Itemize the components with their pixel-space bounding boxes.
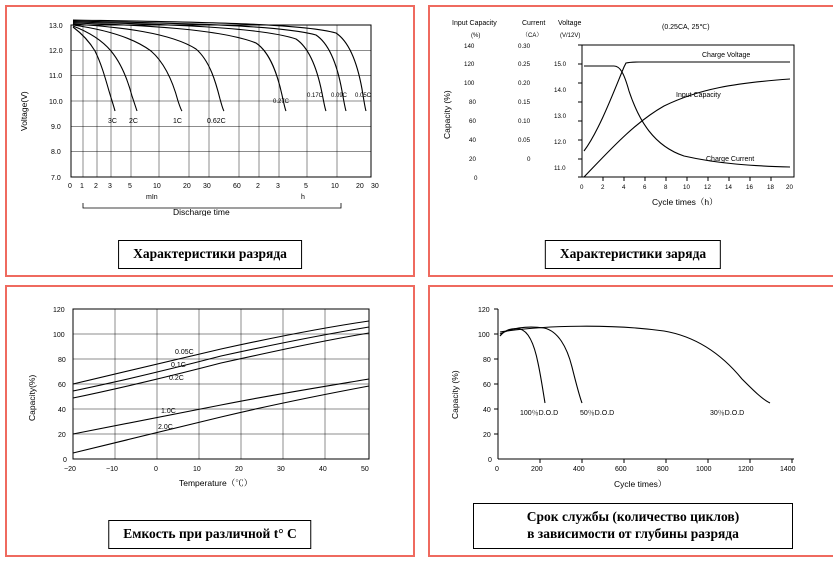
discharge-label-005c: 0.05C	[355, 93, 372, 99]
svg-text:200: 200	[531, 466, 543, 473]
discharge-xtick: 1	[80, 183, 84, 190]
discharge-xtick: 60	[233, 183, 241, 190]
discharge-xtick: 30	[203, 183, 211, 190]
svg-text:−20: −20	[64, 466, 76, 473]
discharge-label-2c: 2C	[129, 118, 138, 125]
panel-cycle-life-vs-dod	[428, 285, 833, 557]
svg-text:2: 2	[601, 184, 605, 191]
svg-text:20: 20	[786, 184, 793, 191]
discharge-xtick: 30	[371, 183, 379, 190]
charge-condition-title: (0.25CA, 25℃)	[662, 24, 710, 31]
discharge-ylabel: Voltage(V)	[19, 91, 29, 131]
svg-text:15.0: 15.0	[554, 61, 567, 68]
discharge-ytick: 10.0	[49, 99, 63, 106]
svg-text:30: 30	[277, 466, 285, 473]
svg-text:100: 100	[478, 332, 490, 339]
svg-text:120: 120	[464, 61, 475, 68]
cyclelife-caption-line2: в зависимости от глубины разряда	[527, 526, 739, 542]
cyclelife-ylabel: Capacity (%)	[450, 370, 460, 419]
svg-text:60: 60	[58, 382, 66, 389]
svg-text:20: 20	[483, 432, 491, 439]
svg-text:20: 20	[235, 466, 243, 473]
temperature-label-02c: 0.2C	[169, 375, 184, 382]
cyclelife-caption-line1: Срок службы (количество циклов)	[526, 509, 740, 525]
charge-header-current: Current	[522, 20, 546, 27]
temperature-plot	[11, 291, 409, 496]
discharge-label-017c: 0.17C	[307, 93, 324, 99]
charge-curve-voltage	[584, 62, 790, 151]
discharge-xtick: 5	[128, 183, 132, 190]
discharge-label-062c: 0.62C	[207, 118, 226, 125]
charge-ylabel: Capacity (%)	[442, 90, 452, 139]
svg-text:20: 20	[469, 156, 476, 163]
discharge-caption: Характеристики разряда	[118, 240, 302, 269]
cyclelife-caption	[473, 503, 793, 549]
svg-text:40: 40	[319, 466, 327, 473]
charge-caption: Характеристики заряда	[545, 240, 721, 269]
temperature-caption: Емкость при различной t° C	[108, 520, 311, 549]
cyclelife-label-30dod: 30％D.O.D	[710, 410, 745, 417]
discharge-ytick: 8.0	[51, 149, 61, 156]
discharge-label-027c: 0.27C	[273, 99, 290, 105]
charge-unit-v12v: (V/12V)	[560, 33, 581, 39]
temperature-curve-02c	[73, 333, 369, 398]
charge-header-voltage: Voltage	[558, 20, 582, 27]
cyclelife-curve-100dod	[500, 329, 545, 403]
charge-unit-ca: （CA）	[522, 33, 543, 39]
discharge-xtick: 20	[356, 183, 364, 190]
discharge-plot	[11, 11, 409, 216]
svg-text:6: 6	[643, 184, 647, 191]
discharge-label-1c: 1C	[173, 118, 182, 125]
svg-text:600: 600	[615, 466, 627, 473]
svg-text:10: 10	[683, 184, 690, 191]
charge-label-input-capacity: Input Capacity	[676, 92, 721, 99]
svg-text:120: 120	[53, 307, 65, 314]
svg-text:0.15: 0.15	[518, 99, 531, 106]
svg-text:1000: 1000	[696, 466, 712, 473]
discharge-curve-027c	[73, 23, 286, 111]
svg-text:0.05: 0.05	[518, 137, 531, 144]
discharge-ytick: 12.0	[49, 48, 63, 55]
discharge-xtick: 10	[153, 183, 161, 190]
temperature-curve-10c	[73, 379, 369, 434]
charge-plot	[434, 11, 832, 216]
discharge-ytick: 9.0	[51, 124, 61, 131]
svg-text:11.0: 11.0	[554, 165, 566, 172]
panel-charge-characteristics	[428, 5, 833, 277]
svg-text:60: 60	[469, 118, 476, 125]
temperature-label-10c: 1.0C	[161, 408, 176, 415]
svg-text:100: 100	[53, 332, 65, 339]
svg-text:−10: −10	[106, 466, 118, 473]
temperature-label-20c: 2.0C	[158, 424, 173, 431]
svg-text:40: 40	[483, 407, 491, 414]
svg-text:8: 8	[664, 184, 668, 191]
svg-text:400: 400	[573, 466, 585, 473]
svg-text:60: 60	[483, 382, 491, 389]
discharge-curve-3c	[73, 27, 115, 111]
discharge-curve-1c	[73, 25, 182, 111]
discharge-unit-min: mIn	[146, 194, 158, 201]
discharge-unit-h: h	[301, 194, 305, 201]
svg-text:13.0: 13.0	[554, 113, 567, 120]
svg-text:4: 4	[622, 184, 626, 191]
svg-text:80: 80	[58, 357, 66, 364]
svg-text:40: 40	[469, 137, 476, 144]
svg-text:10: 10	[193, 466, 201, 473]
discharge-xtick: 10	[331, 183, 339, 190]
charge-label-current: Charge Current	[706, 156, 755, 163]
svg-text:20: 20	[58, 432, 66, 439]
panel-discharge-characteristics	[5, 5, 415, 277]
discharge-label-009c: 0.09C	[331, 93, 348, 99]
cyclelife-label-100dod: 100％D.O.D	[520, 410, 559, 417]
svg-text:12: 12	[704, 184, 711, 191]
cyclelife-curve-30dod	[500, 326, 770, 403]
svg-text:0: 0	[527, 156, 531, 163]
temperature-xlabel: Temperature（℃）	[179, 478, 253, 488]
cyclelife-xlabel: Cycle times）	[614, 479, 667, 489]
discharge-xtick: 20	[183, 183, 191, 190]
discharge-xtick: 5	[304, 183, 308, 190]
svg-text:50: 50	[361, 466, 369, 473]
discharge-xtick: 0	[68, 183, 72, 190]
temperature-curve-20c	[73, 386, 369, 453]
svg-text:0.20: 0.20	[518, 80, 531, 87]
cyclelife-plot	[434, 291, 832, 496]
cyclelife-curve-50dod	[500, 327, 582, 403]
svg-text:80: 80	[483, 357, 491, 364]
svg-text:80: 80	[469, 99, 476, 106]
charge-xlabel: Cycle times（h）	[652, 197, 718, 207]
svg-text:1400: 1400	[780, 466, 796, 473]
svg-text:0.10: 0.10	[518, 118, 531, 125]
discharge-xtick: 3	[108, 183, 112, 190]
charge-curve-current	[584, 66, 790, 167]
temperature-curve-005c	[73, 321, 369, 384]
svg-text:0: 0	[474, 175, 478, 182]
svg-text:14.0: 14.0	[554, 87, 567, 94]
cyclelife-label-50dod: 50％D.O.D	[580, 410, 615, 417]
discharge-xtick: 3	[276, 183, 280, 190]
svg-text:100: 100	[464, 80, 475, 87]
svg-text:0: 0	[154, 466, 158, 473]
svg-text:18: 18	[767, 184, 774, 191]
discharge-ytick: 7.0	[51, 175, 61, 182]
charge-header-input-capacity: Input Capacity	[452, 20, 497, 27]
charge-unit-percent: (%)	[471, 33, 481, 39]
svg-text:0.25: 0.25	[518, 61, 531, 68]
charge-label-voltage: Charge Voltage	[702, 52, 751, 59]
svg-text:16: 16	[746, 184, 753, 191]
temperature-ylabel: Capacity(%)	[27, 374, 37, 421]
svg-text:12.0: 12.0	[554, 139, 567, 146]
svg-text:0: 0	[488, 457, 492, 464]
svg-text:0.30: 0.30	[518, 43, 531, 50]
svg-text:0: 0	[63, 457, 67, 464]
svg-text:140: 140	[464, 43, 475, 50]
svg-text:0: 0	[580, 184, 584, 191]
discharge-ytick: 13.0	[49, 23, 63, 30]
temperature-label-005c: 0.05C	[175, 349, 194, 356]
svg-text:1200: 1200	[738, 466, 754, 473]
discharge-xtick: 2	[94, 183, 98, 190]
discharge-xtick: 2	[256, 183, 260, 190]
panel-capacity-vs-temperature	[5, 285, 415, 557]
svg-text:800: 800	[657, 466, 669, 473]
discharge-curve-009c	[73, 21, 346, 111]
temperature-label-01c: 0.1C	[171, 362, 186, 369]
discharge-xlabel: Discharge time	[173, 207, 230, 216]
discharge-ytick: 11.0	[49, 73, 63, 80]
svg-text:40: 40	[58, 407, 66, 414]
svg-text:120: 120	[478, 307, 490, 314]
svg-text:14: 14	[725, 184, 732, 191]
discharge-label-3c: 3C	[108, 118, 117, 125]
svg-text:0: 0	[495, 466, 499, 473]
